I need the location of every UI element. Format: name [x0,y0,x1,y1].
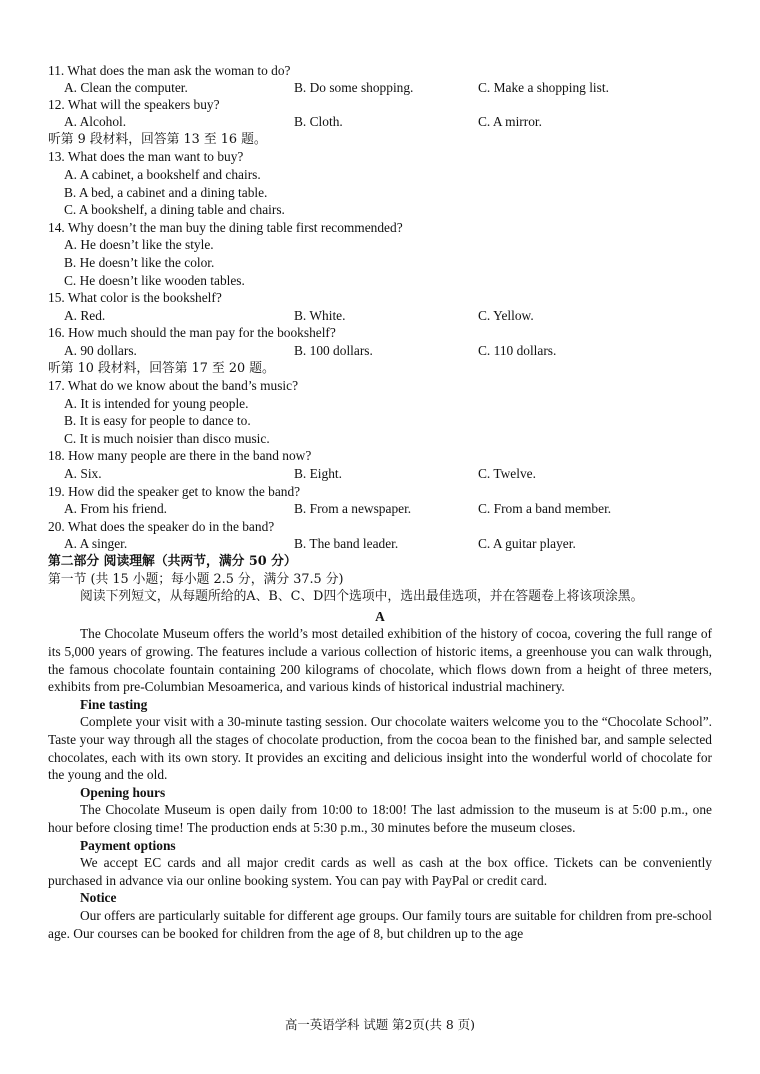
section-1-heading: 第一节 (共 15 小题；每小题 2.5 分，满分 37.5 分) [48,571,344,587]
option-a: A. Clean the computer. [64,79,188,95]
option-a: A. Red. [64,307,106,323]
question-20-options [48,535,712,553]
option-a: A. Alcohol. [64,114,127,130]
option-b: B. The band leader. [294,536,399,552]
option-b: B. From a newspaper. [294,501,412,517]
section-heading: Payment options [80,837,176,853]
option-a: A. It is intended for young people. [64,395,249,411]
option-c: C. 110 dollars. [478,342,557,358]
option-b: B. Cloth. [294,114,343,130]
option-c: C. Yellow. [478,307,534,323]
page-content [48,62,712,942]
option-b: B. 100 dollars. [294,342,373,358]
section-heading: Opening hours [80,784,166,800]
question-14: 14. Why doesn’t the man buy the dining table first recommended? [48,219,403,235]
question-13: 13. What does the man want to buy? [48,149,244,165]
option-c: C. A mirror. [478,114,542,130]
passage-paragraph: The Chocolate Museum offers the world’s most detailed exhibition of the history of cocoa, covering the full range of its 5,000 years of growing. The features include a various collection of historic items, a greenhouse you can walk through, the famous chocolate fountain containing 200 kilograms of chocolate, which flows down from a height of three meters, exhibits from pre-Columbian Mesoamerica, and various kinds of historical industrial machinery. [48,626,712,695]
section-heading: Notice [80,890,117,906]
question-15: 15. What color is the bookshelf? [48,290,222,306]
option-a: A. 90 dollars. [64,342,137,358]
option-b: B. It is easy for people to dance to. [64,413,251,429]
option-b: B. Do some shopping. [294,79,414,95]
question-11-options [48,80,712,96]
passage-paragraph: We accept EC cards and all major credit cards as well as cash at the box office. Tickets can be conveniently purchased in advance via our online booking system. You can pay with PayPal or credit card. [48,855,712,888]
passage-paragraph: Complete your visit with a 30-minute tasting session. Our chocolate waiters welcome you to the “Chocolate School”. Taste your way through all the stages of chocolate production, from the cocoa bean to the finished bar, and sample selected chocolates, each with its own story. It provides an exciting and delicious insight into the wonderful world of chocolate for the young and the old. [48,714,712,783]
option-b: B. White. [294,307,346,323]
option-c: C. It is much noisier than disco music. [64,430,270,446]
question-20: 20. What does the speaker do in the band? [48,518,275,534]
option-b: B. Eight. [294,466,342,482]
option-c: C. Twelve. [478,466,536,482]
option-a: A. From his friend. [64,501,168,517]
part-2-heading: 第二部分 阅读理解（共两节，满分 50 分） [48,554,297,570]
section-9-instruction: 听第 9 段材料，回答第 13 至 16 题。 [48,131,267,147]
option-a: A. Six. [64,466,102,482]
question-18-options [48,465,712,483]
question-17: 17. What do we know about the band’s music? [48,378,299,394]
section-heading: Fine tasting [80,696,148,712]
question-19-options [48,500,712,518]
option-c: C. From a band member. [478,501,612,517]
passage-title: A [375,608,385,624]
option-a: A. A singer. [64,536,128,552]
passage-paragraph: The Chocolate Museum is open daily from 10:00 to 18:00! The last admission to the museum is at 5:00 p.m., one hour before closing time! The production ends at 5:30 p.m., 30 minutes before the museum closes. [48,802,712,835]
passage-paragraph: Our offers are particularly suitable for different age groups. Our family tours are suitable for children from pre-school age. Our courses can be booked for children from the age of 8, but children up to the age [48,907,712,941]
question-18: 18. How many people are there in the band now? [48,448,312,464]
section-10-instruction: 听第 10 段材料，回答第 17 至 20 题。 [48,360,275,376]
question-12: 12. What will the speakers buy? [48,96,220,112]
option-c: C. A bookshelf, a dining table and chairs. [64,202,285,218]
question-19: 19. How did the speaker get to know the band? [48,483,301,499]
option-c: C. Make a shopping list. [478,79,609,95]
page-footer: 高一英语学科 试题 第2页(共 8 页) [285,1017,475,1032]
reading-instruction: 阅读下列短文，从每题所给的A、B、C、D四个选项中，选出最佳选项，并在答题卷上将该项涂黑。 [80,589,644,605]
question-16-options [48,342,712,360]
option-a: A. A cabinet, a bookshelf and chairs. [64,166,261,182]
question-16: 16. How much should the man pay for the bookshelf? [48,325,336,341]
option-a: A. He doesn’t like the style. [64,237,214,253]
question-15-options [48,307,712,325]
question-12-options [48,113,712,131]
option-b: B. He doesn’t like the color. [64,254,215,270]
option-c: C. He doesn’t like wooden tables. [64,272,245,288]
option-c: C. A guitar player. [478,536,576,552]
option-b: B. A bed, a cabinet and a dining table. [64,184,268,200]
question-11: 11. What does the man ask the woman to do? [48,63,291,78]
